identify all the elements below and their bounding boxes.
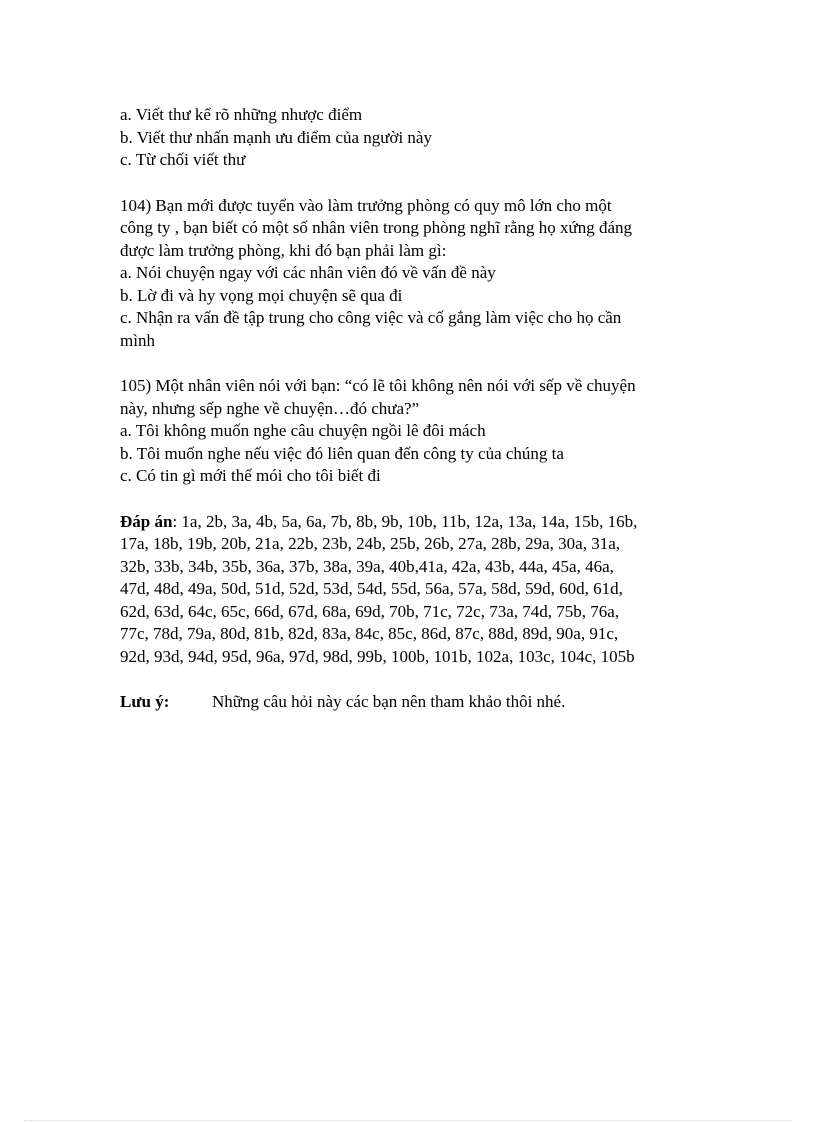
paragraph-gap	[120, 488, 700, 511]
note-label: Lưu ý:	[120, 692, 170, 711]
answer-key-line-7: 92d, 93d, 94d, 95d, 96a, 97d, 98d, 99b, 100b, 101b, 102a, 103c, 104c, 105b	[120, 646, 635, 666]
question-105-line-1: 105) Một nhân viên nói với bạn: “có lẽ tôi không nên nói với sếp về chuyện	[120, 376, 636, 395]
answer-key-line-1	[120, 511, 700, 534]
answer-key-line-6: 77c, 78d, 79a, 80d, 81b, 82d, 83a, 84c, 85c, 86d, 87c, 88d, 89d, 90a, 91c,	[120, 624, 619, 643]
note-text: Những câu hỏi này các bạn nên tham khảo thôi nhé.	[212, 692, 566, 711]
question-104-line-1: 104) Bạn mới được tuyển vào làm trưởng phòng có quy mô lớn cho một	[120, 195, 612, 215]
answer-key-line-2: 17a, 18b, 19b, 20b, 21a, 22b, 23b, 24b, 25b, 26b, 27a, 28b, 29a, 30a, 31a,	[120, 534, 621, 553]
option-105-a: a. Tôi không muốn nghe câu chuyện ngồi lê đôi mách	[120, 421, 486, 440]
question-104-line-3: được làm trưởng phòng, khi đó bạn phải làm gì:	[120, 240, 447, 260]
option-104-c: c. Nhận ra vấn đề tập trung cho công việc và cố gắng làm việc cho họ cần	[120, 308, 622, 327]
option-105-c: c. Có tin gì mới thế mói cho tôi biết đi	[120, 466, 381, 485]
question-104	[120, 195, 700, 353]
question-103-options	[120, 104, 700, 172]
question-105-line-2: này, nhưng sếp nghe về chuyện…đó chưa?”	[120, 398, 420, 418]
option-104-b: b. Lờ đi và hy vọng mọi chuyện sẽ qua đi	[120, 285, 403, 305]
question-105	[120, 375, 700, 488]
paragraph-gap	[120, 352, 700, 375]
page-bottom-border	[24, 1120, 792, 1121]
answer-key-line-5: 62d, 63d, 64c, 65c, 66d, 67d, 68a, 69d, 70b, 71c, 72c, 73a, 74d, 75b, 76a,	[120, 601, 620, 621]
paragraph-gap	[120, 172, 700, 195]
question-104-line-2: công ty , bạn biết có một số nhân viên trong phòng nghĩ rằng họ xứng đáng	[120, 218, 633, 237]
option-104-c-continued: mình	[120, 330, 155, 350]
answer-key-label: Đáp án	[120, 511, 173, 531]
answer-key-line-4: 47d, 48d, 49a, 50d, 51d, 52d, 53d, 54d, 55d, 56a, 57a, 58d, 59d, 60d, 61d,	[120, 579, 623, 598]
option-103-c: c. Từ chối viết thư	[120, 150, 246, 169]
option-103-b: b. Viết thư nhấn mạnh ưu điểm của người này	[120, 127, 432, 147]
option-103-a: a. Viết thư kể rõ những nhược điểm	[120, 105, 363, 124]
answer-key	[120, 511, 700, 669]
answer-key-values: : 1a, 2b, 3a, 4b, 5a, 6a, 7b, 8b, 9b, 10b, 11b, 12a, 13a, 14a, 15b, 16b,	[172, 511, 638, 531]
option-105-b: b. Tôi muốn nghe nếu việc đó liên quan đến công ty của chúng ta	[120, 443, 564, 463]
paragraph-gap	[120, 668, 700, 691]
answer-key-line-3: 32b, 33b, 34b, 35b, 36a, 37b, 38a, 39a, 40b,41a, 42a, 43b, 44a, 45a, 46a,	[120, 556, 614, 576]
document-page	[120, 104, 700, 714]
option-104-a: a. Nói chuyện ngay với các nhân viên đó về vấn đề này	[120, 263, 496, 282]
note	[120, 691, 700, 714]
